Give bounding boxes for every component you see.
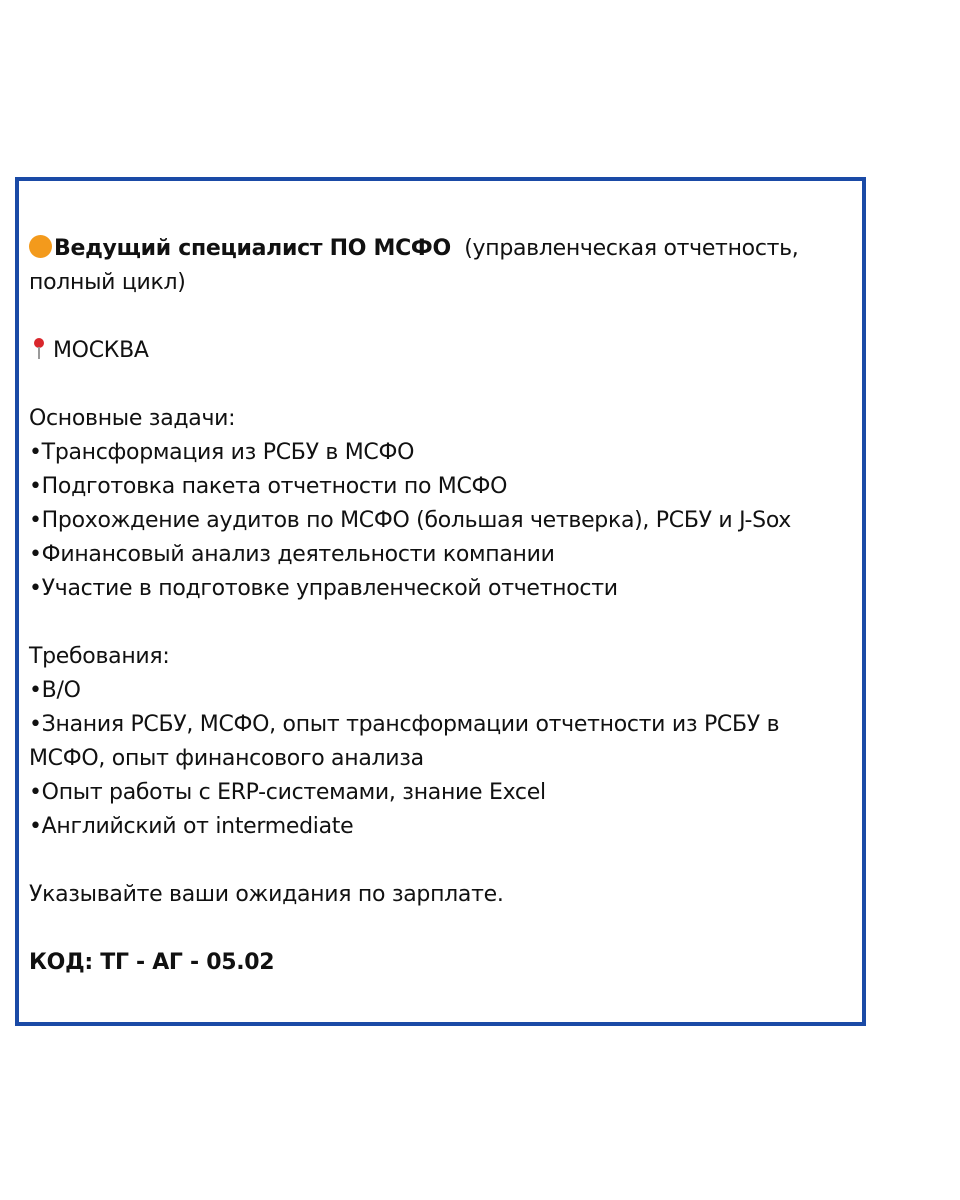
spacer — [29, 606, 849, 640]
task-item: •Прохождение аудитов по МСФО (большая четверка), РСБУ и J-Sox — [29, 508, 792, 533]
vacancy-title-continued: полный цикл) — [29, 270, 186, 295]
location — [29, 334, 849, 368]
vacancy-card — [15, 177, 866, 1026]
task-item: •Трансформация из РСБУ в МСФО — [29, 440, 415, 465]
spacer — [29, 300, 849, 334]
task-item: •Подготовка пакета отчетности по МСФО — [29, 474, 508, 499]
requirement-item: •Английский от intermediate — [29, 814, 354, 839]
vacancy-title-bold: Ведущий специалист ПО МСФО — [54, 236, 451, 261]
location-text: МОСКВА — [53, 338, 149, 363]
requirement-item: •Знания РСБУ, МСФО, опыт трансформации отчетности из РСБУ в МСФО, опыт финансового анализа — [29, 712, 780, 771]
round-pushpin-icon — [29, 337, 49, 361]
vacancy-title-rest: (управленческая отчетность, — [450, 236, 799, 261]
salary-note: Указывайте ваши ожидания по зарплате. — [29, 882, 504, 907]
orange-circle-icon — [29, 235, 52, 258]
tasks-heading: Основные задачи: — [29, 406, 236, 431]
vacancy-text — [29, 232, 849, 980]
vacancy-code: КОД: ТГ - АГ - 05.02 — [29, 950, 275, 975]
task-item: •Финансовый анализ деятельности компании — [29, 542, 555, 567]
vacancy-title — [29, 232, 849, 266]
task-item: •Участие в подготовке управленческой отчетности — [29, 576, 618, 601]
spacer — [29, 368, 849, 402]
spacer — [29, 844, 849, 878]
spacer — [29, 912, 849, 946]
requirement-item: •В/О — [29, 678, 81, 703]
requirement-item: •Опыт работы с ERP-системами, знание Excel — [29, 780, 546, 805]
requirements-heading: Требования: — [29, 644, 170, 669]
